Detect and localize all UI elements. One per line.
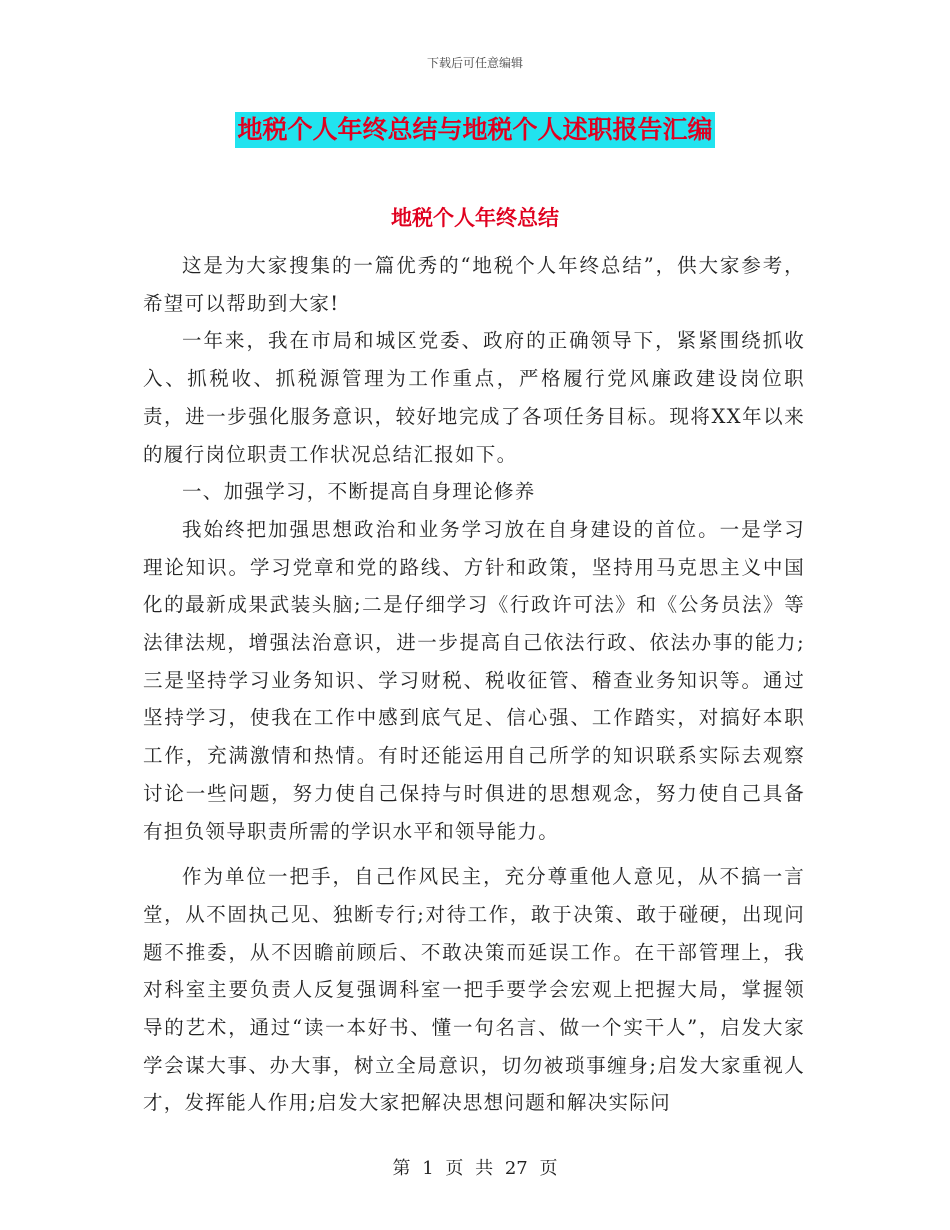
paragraph-intro: 这是为大家搜集的一篇优秀的“地税个人年终总结”，供大家参考，希望可以帮助到大家! <box>143 254 805 315</box>
paragraph-leadership: 作为单位一把手，自己作风民主，充分尊重他人意见，从不搞一言堂，从不固执己见、独断专行;对待工作，敢于决策、敢于碰硬，出现问题不推委，从不因瞻前顾后、不敢决策而延误工作。在干部管理上，我对科室主要负责人反复强调科室一把手要学会宏观上把握大局，掌握领导的艺术，通过“读一本好书、懂一句名言、做一个实干人”，启发大家学会谋大事、办大事，树立全局意识，切勿被琐事缠身;启发大家重视人才，发挥能人作用;启发大家把解决思想问题和解决实际问 <box>143 865 805 1115</box>
section-title: 地税个人年终总结 <box>391 206 559 230</box>
document-title: 地税个人年终总结与地税个人述职报告汇编 <box>235 112 714 148</box>
paragraph-study: 我始终把加强思想政治和业务学习放在自身建设的首位。一是学习理论知识。学习党章和党的路线、方针和政策，坚持用马克思主义中国化的最新成果武装头脑;二是仔细学习《行政许可法》和《公务员法》等法律法规，增强法治意识，进一步提高自己依法行政、依法办事的能力;三是坚持学习业务知识、学习财税、税收征管、稽查业务知识等。通过坚持学习，使我在工作中感到底气足、信心强、工作踏实，对搞好本职工作，充满激情和热情。有时还能运用自己所学的知识联系实际去观察讨论一些问题，努力使自己保持与时俱进的思想观念，努力使自己具备有担负领导职责所需的学识水平和领导能力。 <box>143 517 805 843</box>
document-title-container <box>0 112 950 148</box>
paragraph-overview: 一年来，我在市局和城区党委、政府的正确领导下，紧紧围绕抓收入、抓税收、抓税源管理为工作重点，严格履行党风廉政建设岗位职责，进一步强化服务意识，较好地完成了各项任务目标。现将XX年以来的履行岗位职责工作状况总结汇报如下。 <box>143 329 805 466</box>
header-note: 下载后可任意编辑 <box>426 56 523 70</box>
document-body <box>143 247 805 1122</box>
page-number-footer: 第 1 页 共 27 页 <box>392 1158 558 1179</box>
paragraph-heading-1: 一、加强学习，不断提高自身理论修养 <box>182 480 536 504</box>
